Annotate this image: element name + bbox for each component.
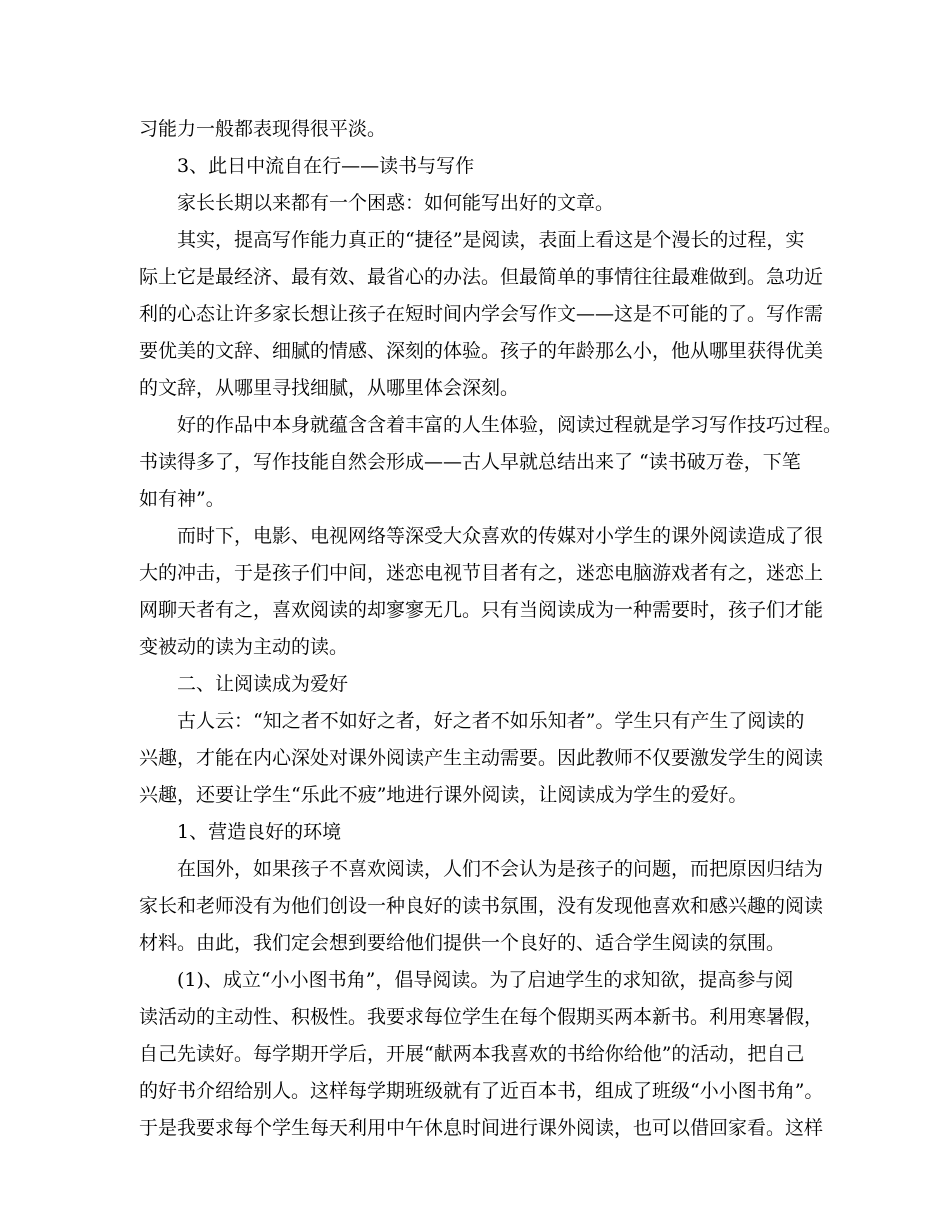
text-line: 读活动的主动性、积极性。我要求每位学生在每个假期买两本新书。利用寒暑假， xyxy=(139,1006,824,1028)
text-line: 兴趣，才能在内心深处对课外阅读产生主动需要。因此教师不仅要激发学生的阅读 xyxy=(139,747,824,769)
text-line: 古人云：“知之者不如好之者，好之者不如乐知者”。学生只有产生了阅读的 xyxy=(177,710,805,732)
section-heading: 3、此日中流自在行——读书与写作 xyxy=(177,155,475,177)
text-line: 好的作品中本身就蕴含含着丰富的人生体验，阅读过程就是学习写作技巧过程。 xyxy=(177,414,843,436)
section-heading: 二、让阅读成为爱好 xyxy=(177,673,349,695)
text-line: 家长长期以来都有一个困惑：如何能写出好的文章。 xyxy=(177,192,615,214)
text-line: 的好书介绍给别人。这样每学期班级就有了近百本书，组成了班级“小小图书角”。 xyxy=(139,1080,824,1102)
text-line: 的文辞，从哪里寻找细腻，从哪里体会深刻。 xyxy=(139,377,520,399)
text-line: 而时下，电影、电视网络等深受大众喜欢的传媒对小学生的课外阅读造成了很 xyxy=(177,525,824,547)
text-line: 要优美的文辞、细腻的情感、深刻的体验。孩子的年龄那么小，他从哪里获得优美 xyxy=(139,340,824,362)
text-line: 书读得多了，写作技能自然会形成——古人早就总结出来了 “读书破万卷，下笔 xyxy=(139,451,801,473)
text-line: (1)、成立“小小图书角”，倡导阅读。为了启迪学生的求知欲，提高参与阅 xyxy=(177,969,794,991)
text-line: 利的心态让许多家长想让孩子在短时间内学会写作文——这是不可能的了。写作需 xyxy=(139,303,824,325)
text-line: 习能力一般都表现得很平淡。 xyxy=(139,118,387,140)
section-heading: 1、营造良好的环境 xyxy=(177,821,342,843)
text-line: 如有神”。 xyxy=(139,488,225,510)
text-line: 家长和老师没有为他们创设一种良好的读书氛围，没有发现他喜欢和感兴趣的阅读 xyxy=(139,895,824,917)
text-line: 自己先读好。每学期开学后，开展“献两本我喜欢的书给你给他”的活动，把自己 xyxy=(139,1043,805,1065)
text-line: 际上它是最经济、最有效、最省心的办法。但最简单的事情往往最难做到。急功近 xyxy=(139,266,824,288)
text-line: 大的冲击，于是孩子们中间，迷恋电视节目者有之，迷恋电脑游戏者有之，迷恋上 xyxy=(139,562,824,584)
text-line: 其实，提高写作能力真正的“捷径”是阅读，表面上看这是个漫长的过程，实 xyxy=(177,229,805,251)
text-line: 于是我要求每个学生每天利用中午休息时间进行课外阅读，也可以借回家看。这样 xyxy=(139,1117,824,1139)
text-line: 材料。由此，我们定会想到要给他们提供一个良好的、适合学生阅读的氛围。 xyxy=(139,932,786,954)
text-line: 变被动的读为主动的读。 xyxy=(139,636,349,658)
text-line: 网聊天者有之，喜欢阅读的却寥寥无几。只有当阅读成为一种需要时，孩子们才能 xyxy=(139,599,824,621)
text-line: 兴趣，还要让学生“乐此不疲”地进行课外阅读，让阅读成为学生的爱好。 xyxy=(139,784,748,806)
text-line: 在国外，如果孩子不喜欢阅读，人们不会认为是孩子的问题，而把原因归结为 xyxy=(177,858,824,880)
